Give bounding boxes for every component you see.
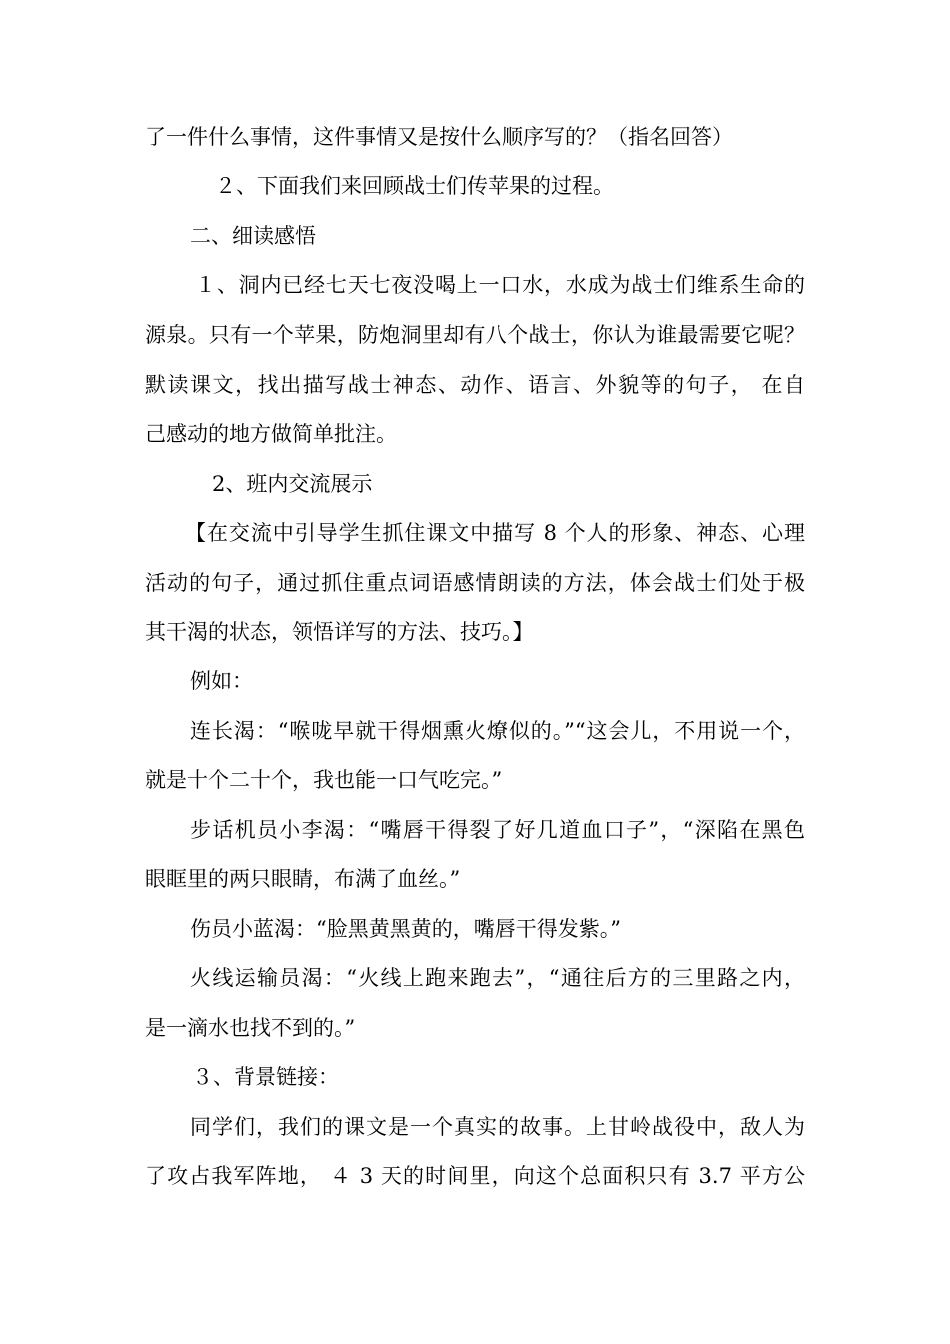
text-line: 就是十个二十个，我也能一口气吃完。” xyxy=(145,768,503,792)
text-line: 活动的句子，通过抓住重点词语感情朗读的方法，体会战士们处于极 xyxy=(145,571,805,595)
text-line: ２、下面我们来回顾战士们传苹果的过程。 xyxy=(215,174,614,198)
text-line: 是一滴水也找不到的。” xyxy=(145,1016,356,1040)
text-line: 眼眶里的两只眼睛，布满了血丝。” xyxy=(145,867,461,891)
text-line: 连长渴：“喉咙早就干得烟熏火燎似的。”“这会儿，不用说一个， xyxy=(190,719,805,743)
text-line: 默读课文，找出描写战士神态、动作、语言、外貌等的句子， 在自 xyxy=(145,373,805,397)
text-line: 火线运输员渴：“火线上跑来跑去”，“通往后方的三里路之内， xyxy=(190,966,805,990)
text-line: 其干渴的状态，领悟详写的方法、技巧。】 xyxy=(145,620,534,644)
section-heading: 二、细读感悟 xyxy=(190,224,316,248)
text-line: 伤员小蓝渴：“脸黑黄黑黄的，嘴唇干得发紫。” xyxy=(190,917,621,941)
text-line: 了一件什么事情，这件事情又是按什么顺序写的？（指名回答） xyxy=(145,125,733,149)
text-line: 了攻占我军阵地， ４ 3 天的时间里，向这个总面积只有 3.7 平方公 xyxy=(145,1164,805,1188)
text-line: 己感动的地方做简单批注。 xyxy=(145,422,397,446)
text-line: 【在交流中引导学生抓住课文中描写 8 个人的形象、神态、心理 xyxy=(185,521,805,545)
text-line: 例如： xyxy=(190,669,253,693)
text-line: 源泉。只有一个苹果，防炮洞里却有八个战士，你认为谁最需要它呢？ xyxy=(145,323,805,347)
text-line: 步话机员小李渴：“嘴唇干得裂了好几道血口子”，“深陷在黑色 xyxy=(190,818,805,842)
section-heading: ３、背景链接： xyxy=(192,1065,339,1089)
text-line: 2、班内交流展示 xyxy=(212,472,373,496)
text-line: 同学们，我们的课文是一个真实的故事。上甘岭战役中，敌人为 xyxy=(190,1115,805,1139)
text-line: １、洞内已经七天七夜没喝上一口水，水成为战士们维系生命的 xyxy=(195,273,805,297)
